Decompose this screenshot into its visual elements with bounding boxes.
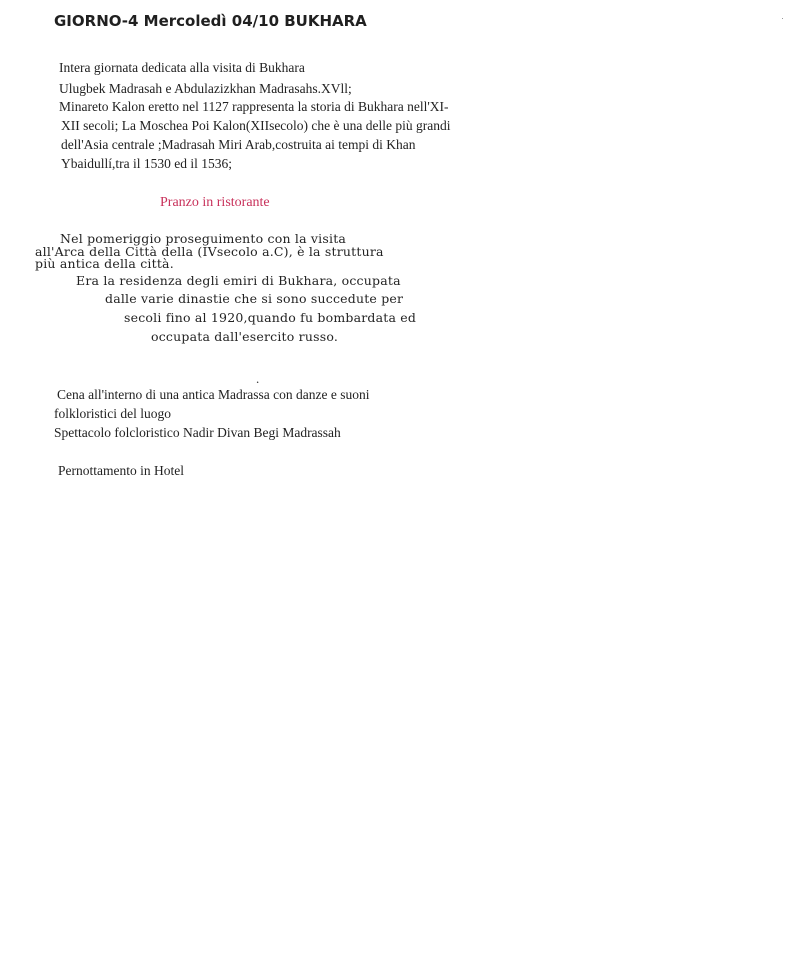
afternoon-line: Nel pomeriggio proseguimento con la visita — [60, 231, 347, 246]
morning-line: Ulugbek Madrasah e Abdulazizkhan Madrasahs.XVll; — [59, 81, 352, 96]
day-title: GIORNO-4 Mercoledì 04/10 BUKHARA — [54, 12, 367, 30]
scan-mark — [782, 18, 783, 19]
morning-line: XII secoli; La Moschea Poi Kalon(XIIsecolo) che è una delle più grandi — [61, 118, 451, 133]
afternoon-line: all'Arca della Città della (IVsecolo a.C), è la struttura — [35, 244, 384, 259]
afternoon-line: dalle varie dinastie che si sono succedute per — [105, 291, 404, 306]
afternoon-line: Era la residenza degli emiri di Bukhara, occupata — [76, 273, 401, 288]
morning-line: Minareto Kalon eretto nel 1127 rappresenta la storia di Bukhara nell'XI- — [59, 99, 449, 114]
afternoon-line: più antica della città. — [35, 256, 174, 271]
morning-line: Intera giornata dedicata alla visita di Bukhara — [59, 60, 305, 75]
evening-line: Cena all'interno di una antica Madrassa con danze e suoni — [57, 387, 370, 402]
afternoon-line: secoli fino al 1920,quando fu bombardata ed — [124, 310, 417, 325]
separator-dot: . — [256, 371, 260, 386]
evening-line: folkloristici del luogo — [54, 406, 171, 421]
evening-line: Spettacolo folcloristico Nadir Divan Begi Madrassah — [54, 425, 341, 440]
morning-line: Ybaidullí,tra il 1530 ed il 1536; — [61, 156, 232, 171]
lunch-label: Pranzo in ristorante — [160, 195, 270, 210]
morning-line: dell'Asia centrale ;Madrasah Miri Arab,costruita ai tempi di Khan — [61, 137, 416, 152]
afternoon-line: occupata dall'esercito russo. — [151, 329, 339, 344]
overnight-label: Pernottamento in Hotel — [58, 463, 184, 478]
